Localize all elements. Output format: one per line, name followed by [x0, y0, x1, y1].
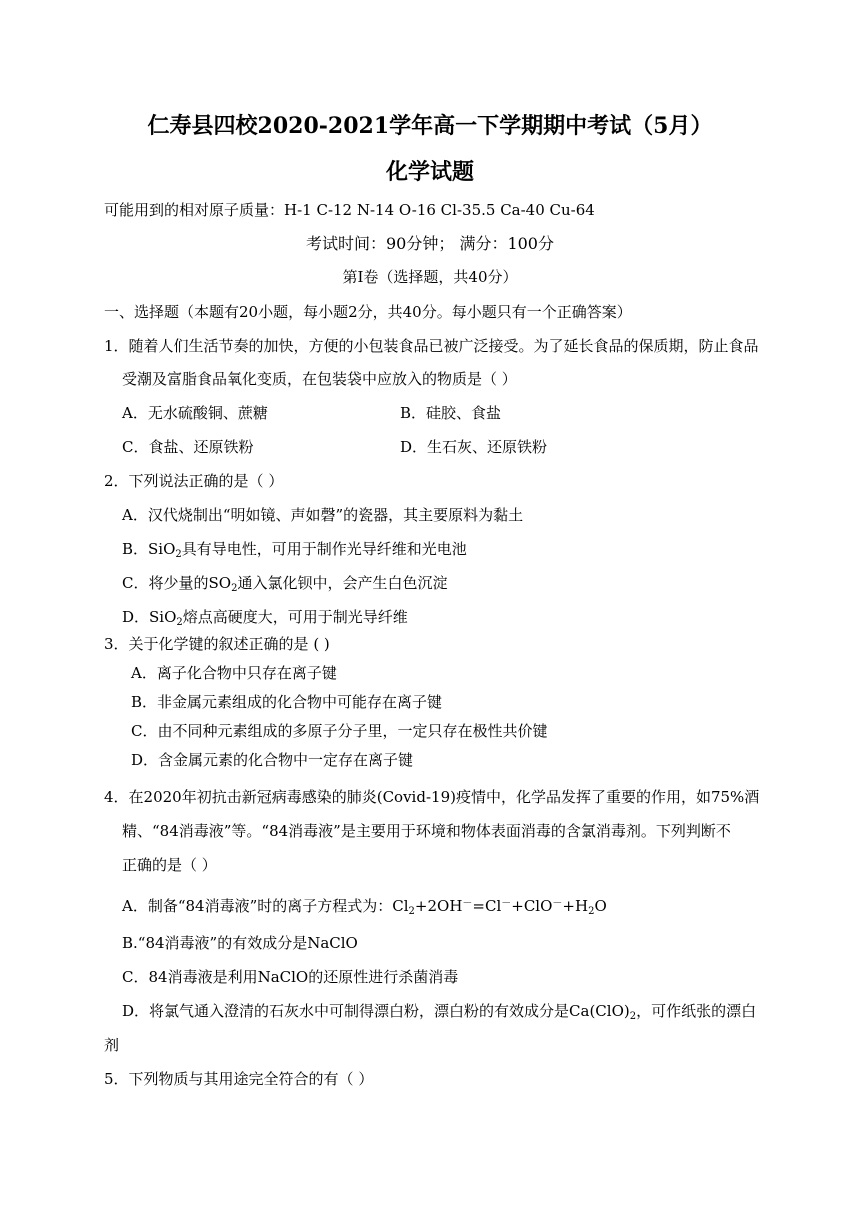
q3-option-d: D．含金属元素的化合物中一定存在离子键: [131, 751, 414, 769]
q2-option-b: B．SiO$_2$具有导电性，可用于制作光导纤维和光电池: [122, 540, 467, 560]
subject-title: 化学试题: [385, 159, 474, 185]
q3-stem: 3．关于化学键的叙述正确的是 ( ): [104, 635, 330, 653]
q5-stem: 5．下列物质与其用途完全符合的有（ ）: [104, 1070, 374, 1088]
q4-stem-line3: 正确的是（ ）: [122, 856, 217, 874]
q4-stem-line2: 精、“84消毒液”等。“84消毒液”是主要用于环境和物体表面消毒的含氯消毒剂。下列判断不: [122, 822, 731, 840]
q4-option-c: C．84消毒液是利用NaClO的还原性进行杀菌消毒: [122, 968, 459, 986]
exam-title: 仁寿县四校2020-2021学年高一下学期期中考试（5月）: [147, 113, 713, 139]
q4-option-d-line2: 剂: [104, 1036, 120, 1054]
q4-option-a: A．制备“84消毒液”时的离子方程式为：$Cl_2+2OH^-=Cl^-+ClO^-+H_2O$: [122, 897, 607, 917]
q1-stem-line2: 受潮及富脂食品氧化变质，在包装袋中应放入的物质是（ ）: [122, 370, 517, 388]
q2-option-a: A．汉代烧制出“明如镜、声如磬”的瓷器，其主要原料为黏土: [122, 506, 524, 524]
section-heading: 一、选择题（本题有20小题，每小题2分，共40分。每小题只有一个正确答案）: [104, 303, 632, 321]
atomic-masses-note: 可能用到的相对原子质量：H-1 C-12 N-14 O-16 Cl-35.5 Ca-40 Cu-64: [104, 201, 595, 219]
q3-option-a: A．离子化合物中只存在离子键: [131, 664, 337, 682]
q1-stem-line1: 1．随着人们生活节奏的加快，方便的小包装食品已被广泛接受。为了延长食品的保质期，防止食品: [104, 337, 759, 355]
q4-option-b: B.“84消毒液”的有效成分是NaClO: [122, 934, 358, 952]
q1-option-c: C．食盐、还原铁粉: [122, 438, 254, 456]
q1-option-b: B．硅胶、食盐: [400, 404, 502, 422]
volume-title: 第Ⅰ卷（选择题，共40分）: [342, 268, 518, 286]
q3-option-c: C．由不同种元素组成的多原子分子里，一定只存在极性共价键: [131, 722, 548, 740]
q1-option-a: A．无水硫酸铜、蔗糖: [122, 404, 268, 422]
q1-option-d: D．生石灰、还原铁粉: [400, 438, 548, 456]
q2-stem: 2．下列说法正确的是（ ）: [104, 472, 284, 490]
exam-info: 考试时间：90分钟； 满分：100分: [306, 234, 554, 253]
q4-stem-line1: 4．在2020年初抗击新冠病毒感染的肺炎(Covid-19)疫情中，化学品发挥了重要的作用，如75%酒: [104, 788, 760, 806]
q2-option-c: C．将少量的$SO_2$通入氯化钡中，会产生白色沉淀: [122, 574, 448, 594]
q4-option-d: D．将氯气通入澄清的石灰水中可制得漂白粉，漂白粉的有效成分是$Ca(ClO)_2$，可作纸张的漂白: [122, 1002, 757, 1022]
q3-option-b: B．非金属元素组成的化合物中可能存在离子键: [131, 693, 443, 711]
q2-option-d: D．SiO$_2$熔点高硬度大，可用于制光导纤维: [122, 608, 408, 628]
